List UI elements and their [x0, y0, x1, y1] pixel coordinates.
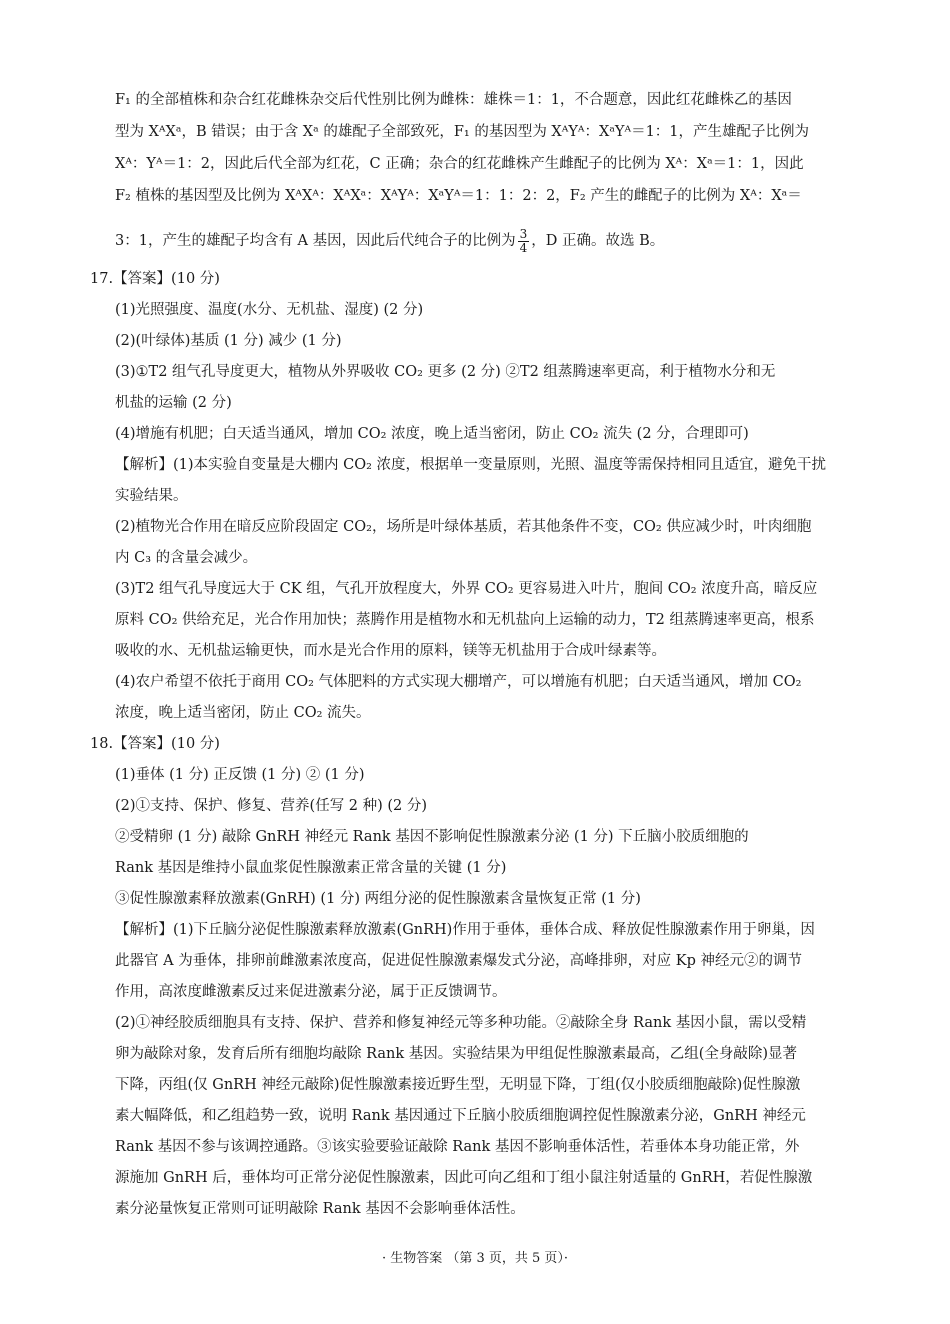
analysis-line: (4)农户希望不依托于商用 CO₂ 气体肥料的方式实现大棚增产，可以增施有机肥；白天适当通风，增加 CO₂ — [115, 674, 802, 690]
analysis-line: 原料 CO₂ 供给充足，光合作用加快；蒸腾作用是植物水和无机盐向上运输的动力，T2 组蒸腾速率更高，根系 — [115, 612, 815, 628]
analysis-line: Rank 基因不参与该调控通路。③该实验要验证敲除 Rank 基因不影响垂体活性，若垂体本身功能正常，外 — [115, 1139, 800, 1155]
analysis-line: 此器官 A 为垂体，排卵前雌激素浓度高，促进促性腺激素爆发式分泌，高峰排卵，对应 Kp 神经元②的调节 — [115, 953, 803, 969]
answer-item: (1)垂体 (1 分) 正反馈 (1 分) ② (1 分) — [115, 767, 365, 783]
analysis-line: 下降，丙组(仅 GnRH 神经元敲除)促性腺激素接近野生型，无明显下降，丁组(仅小胶质细胞敲除)促性腺激 — [115, 1077, 801, 1093]
answer-item: (1)光照强度、温度(水分、无机盐、湿度) (2 分) — [115, 302, 424, 318]
text-line: 型为 XᴬXᵃ，B 错误；由于含 Xᵃ 的雄配子全部致死，F₁ 的基因型为 XᴬYᴬ：XᵃYᴬ＝1：1，产生雄配子比例为 — [115, 124, 810, 140]
answer-item: Rank 基因是维持小鼠血浆促性腺激素正常含量的关键 (1 分) — [115, 860, 507, 876]
analysis-line: (2)植物光合作用在暗反应阶段固定 CO₂，场所是叶绿体基质，若其他条件不变，CO₂ 供应减少时，叶肉细胞 — [115, 519, 812, 535]
analysis-line: (3)T2 组气孔导度远大于 CK 组，气孔开放程度大，外界 CO₂ 更容易进入叶片，胞间 CO₂ 浓度升高，暗反应 — [115, 581, 818, 597]
analysis-line: 浓度，晚上适当密闭，防止 CO₂ 流失。 — [115, 705, 371, 721]
fraction: $\frac{3}{4}$ — [519, 226, 528, 255]
text-line: F₂ 植株的基因型及比例为 XᴬXᴬ：XᴬXᵃ：XᴬYᴬ：XᵃYᴬ＝1：1：2：2，F₂ 产生的雌配子的比例为 Xᴬ：Xᵃ＝ — [115, 188, 802, 204]
analysis-line: 作用，高浓度雌激素反过来促进激素分泌，属于正反馈调节。 — [115, 984, 507, 1000]
analysis-line: 素大幅降低，和乙组趋势一致，说明 Rank 基因通过下丘脑小胶质细胞调控促性腺激素分泌，GnRH 神经元 — [115, 1108, 806, 1124]
page-footer: · 生物答案 （第 3 页，共 5 页）· — [381, 1251, 569, 1266]
analysis-line: 内 C₃ 的含量会减少。 — [115, 550, 258, 566]
analysis-line: 素分泌量恢复正常则可证明敲除 Rank 基因不会影响垂体活性。 — [115, 1201, 525, 1217]
answer-item: (2)①支持、保护、修复、营养(任写 2 种) (2 分) — [115, 798, 428, 814]
text-line: Xᴬ：Yᴬ＝1：2，因此后代全部为红花，C 正确；杂合的红花雌株产生雌配子的比例为 Xᴬ：Xᵃ＝1：1，因此 — [115, 156, 804, 172]
answer-item: (4)增施有机肥；白天适当通风，增加 CO₂ 浓度，晚上适当密闭，防止 CO₂ 流失 (2 分，合理即可) — [115, 426, 749, 442]
analysis-line: (2)①神经胶质细胞具有支持、保护、营养和修复神经元等多种功能。②敲除全身 Rank 基因小鼠，需以受精 — [115, 1015, 807, 1031]
analysis-line: 吸收的水、无机盐运输更快，而水是光合作用的原料，镁等无机盐用于合成叶绿素等。 — [115, 643, 666, 659]
answer-item: (2)(叶绿体)基质 (1 分) 减少 (1 分) — [115, 333, 342, 349]
answer-item: 机盐的运输 (2 分) — [115, 395, 232, 411]
answer-item: ③促性腺激素释放激素(GnRH) (1 分) 两组分泌的促性腺激素含量恢复正常 (1 分) — [115, 891, 641, 907]
answer-item: (3)①T2 组气孔导度更大，植物从外界吸收 CO₂ 更多 (2 分) ②T2 组蒸腾速率更高，利于植物水分和无 — [115, 364, 776, 380]
analysis-line: 【解析】(1)下丘脑分泌促性腺激素释放激素(GnRH)作用于垂体，垂体合成、释放促性腺激素作用于卵巢，因 — [115, 922, 815, 938]
text-line: F₁ 的全部植株和杂合红花雌株杂交后代性别比例为雌株：雄株＝1：1，不合题意，因此红花雌株乙的基因 — [115, 92, 792, 108]
text-line-with-fraction: 3：1，产生的雄配子均含有 A 基因，因此后代纯合子的比例为 $\frac{3}{4}$ ，D 正确。故选 B。 — [115, 226, 665, 255]
analysis-line: 实验结果。 — [115, 488, 188, 504]
analysis-line: 源施加 GnRH 后，垂体均可正常分泌促性腺激素，因此可向乙组和丁组小鼠注射适量的 GnRH，若促性腺激 — [115, 1170, 813, 1186]
question-17-heading: 17.【答案】(10 分) — [90, 271, 220, 287]
analysis-line: 卵为敲除对象，发育后所有细胞均敲除 Rank 基因。实验结果为甲组促性腺激素最高，乙组(全身敲除)显著 — [115, 1046, 798, 1062]
answer-item: ②受精卵 (1 分) 敲除 GnRH 神经元 Rank 基因不影响促性腺激素分泌 (1 分) 下丘脑小胶质细胞的 — [115, 829, 749, 845]
question-18-heading: 18.【答案】(10 分) — [90, 736, 220, 752]
analysis-line: 【解析】(1)本实验自变量是大棚内 CO₂ 浓度，根据单一变量原则，光照、温度等需保持相同且适宜，避免干扰 — [115, 457, 827, 473]
